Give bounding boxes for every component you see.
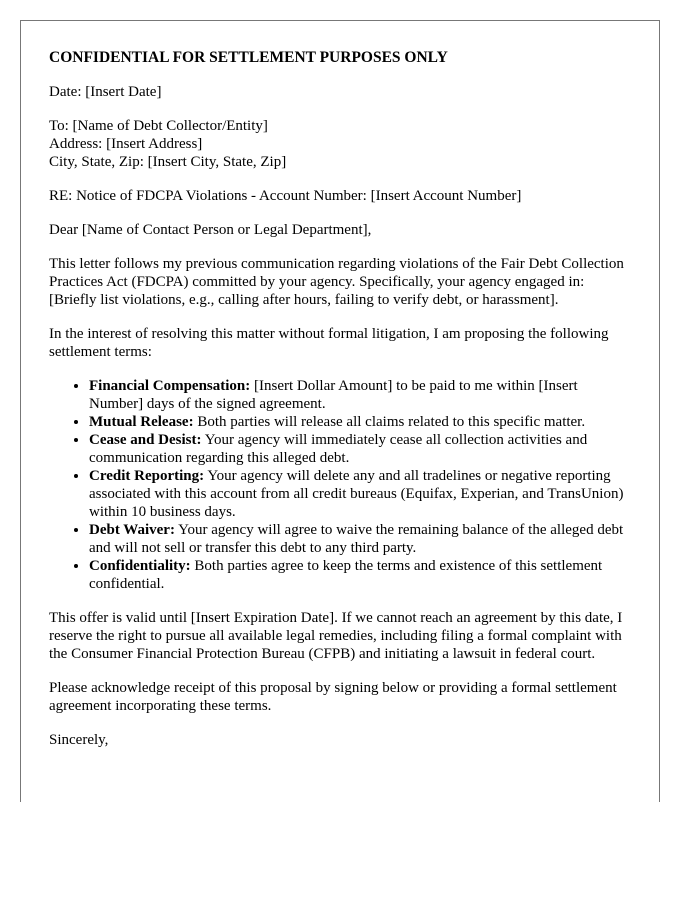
- recipient-block: [49, 117, 631, 171]
- term-label: Financial Compensation:: [89, 378, 251, 394]
- list-item: [89, 467, 631, 521]
- paragraph-violations: This letter follows my previous communication regarding violations of the Fair Debt Collection Practices Act (FDCPA) committed by your agency. Specifically, your agency engaged in: [Briefly list violations, e.g., calling after hours, failing to verify debt, or harassment].: [49, 256, 624, 308]
- list-item: [89, 431, 631, 467]
- term-text: Your agency will delete any and all tradelines or negative reporting associated with this account from all credit bureaus (Equifax, Experian, and TransUnion) within 10 business days.: [89, 468, 624, 520]
- list-item: [89, 377, 631, 413]
- recipient-to: To: [Name of Debt Collector/Entity]: [49, 118, 268, 134]
- recipient-city: City, State, Zip: [Insert City, State, Zip]: [49, 154, 287, 170]
- term-text: [Insert Dollar Amount] to be paid to me within [Insert Number] days of the signed agreement.: [89, 378, 578, 412]
- term-label: Confidentiality:: [89, 558, 191, 574]
- list-item: [89, 557, 631, 593]
- recipient-address: Address: [Insert Address]: [49, 136, 203, 152]
- closing: Sincerely,: [49, 732, 109, 748]
- term-label: Debt Waiver:: [89, 522, 175, 538]
- term-text: Your agency will immediately cease all collection activities and communication regarding this alleged debt.: [89, 432, 588, 466]
- term-label: Cease and Desist:: [89, 432, 202, 448]
- salutation: Dear [Name of Contact Person or Legal Department],: [49, 222, 372, 238]
- term-text: Your agency will agree to waive the remaining balance of the alleged debt and will not sell or transfer this debt to any third party.: [89, 522, 624, 556]
- paragraph-offer-validity: This offer is valid until [Insert Expiration Date]. If we cannot reach an agreement by this date, I reserve the right to pursue all available legal remedies, including filing a formal complaint with the Consumer Financial Protection Bureau (CFPB) and initiating a lawsuit in federal court.: [49, 610, 623, 662]
- term-text: Both parties agree to keep the terms and existence of this settlement confidential.: [89, 558, 603, 592]
- letter-heading: CONFIDENTIAL FOR SETTLEMENT PURPOSES ONLY: [49, 49, 448, 66]
- list-item: [89, 413, 631, 431]
- paragraph-settlement-intro: In the interest of resolving this matter without formal litigation, I am proposing the following settlement terms:: [49, 326, 609, 360]
- term-label: Credit Reporting:: [89, 468, 205, 484]
- letter-page: [20, 20, 660, 802]
- term-label: Mutual Release:: [89, 414, 194, 430]
- term-text: Both parties will release all claims related to this specific matter.: [193, 414, 586, 430]
- re-line: RE: Notice of FDCPA Violations - Account Number: [Insert Account Number]: [49, 188, 522, 204]
- date-line: Date: [Insert Date]: [49, 84, 162, 100]
- paragraph-acknowledge: Please acknowledge receipt of this proposal by signing below or providing a formal settlement agreement incorporating these terms.: [49, 680, 617, 714]
- settlement-terms-list: [49, 377, 631, 593]
- list-item: [89, 521, 631, 557]
